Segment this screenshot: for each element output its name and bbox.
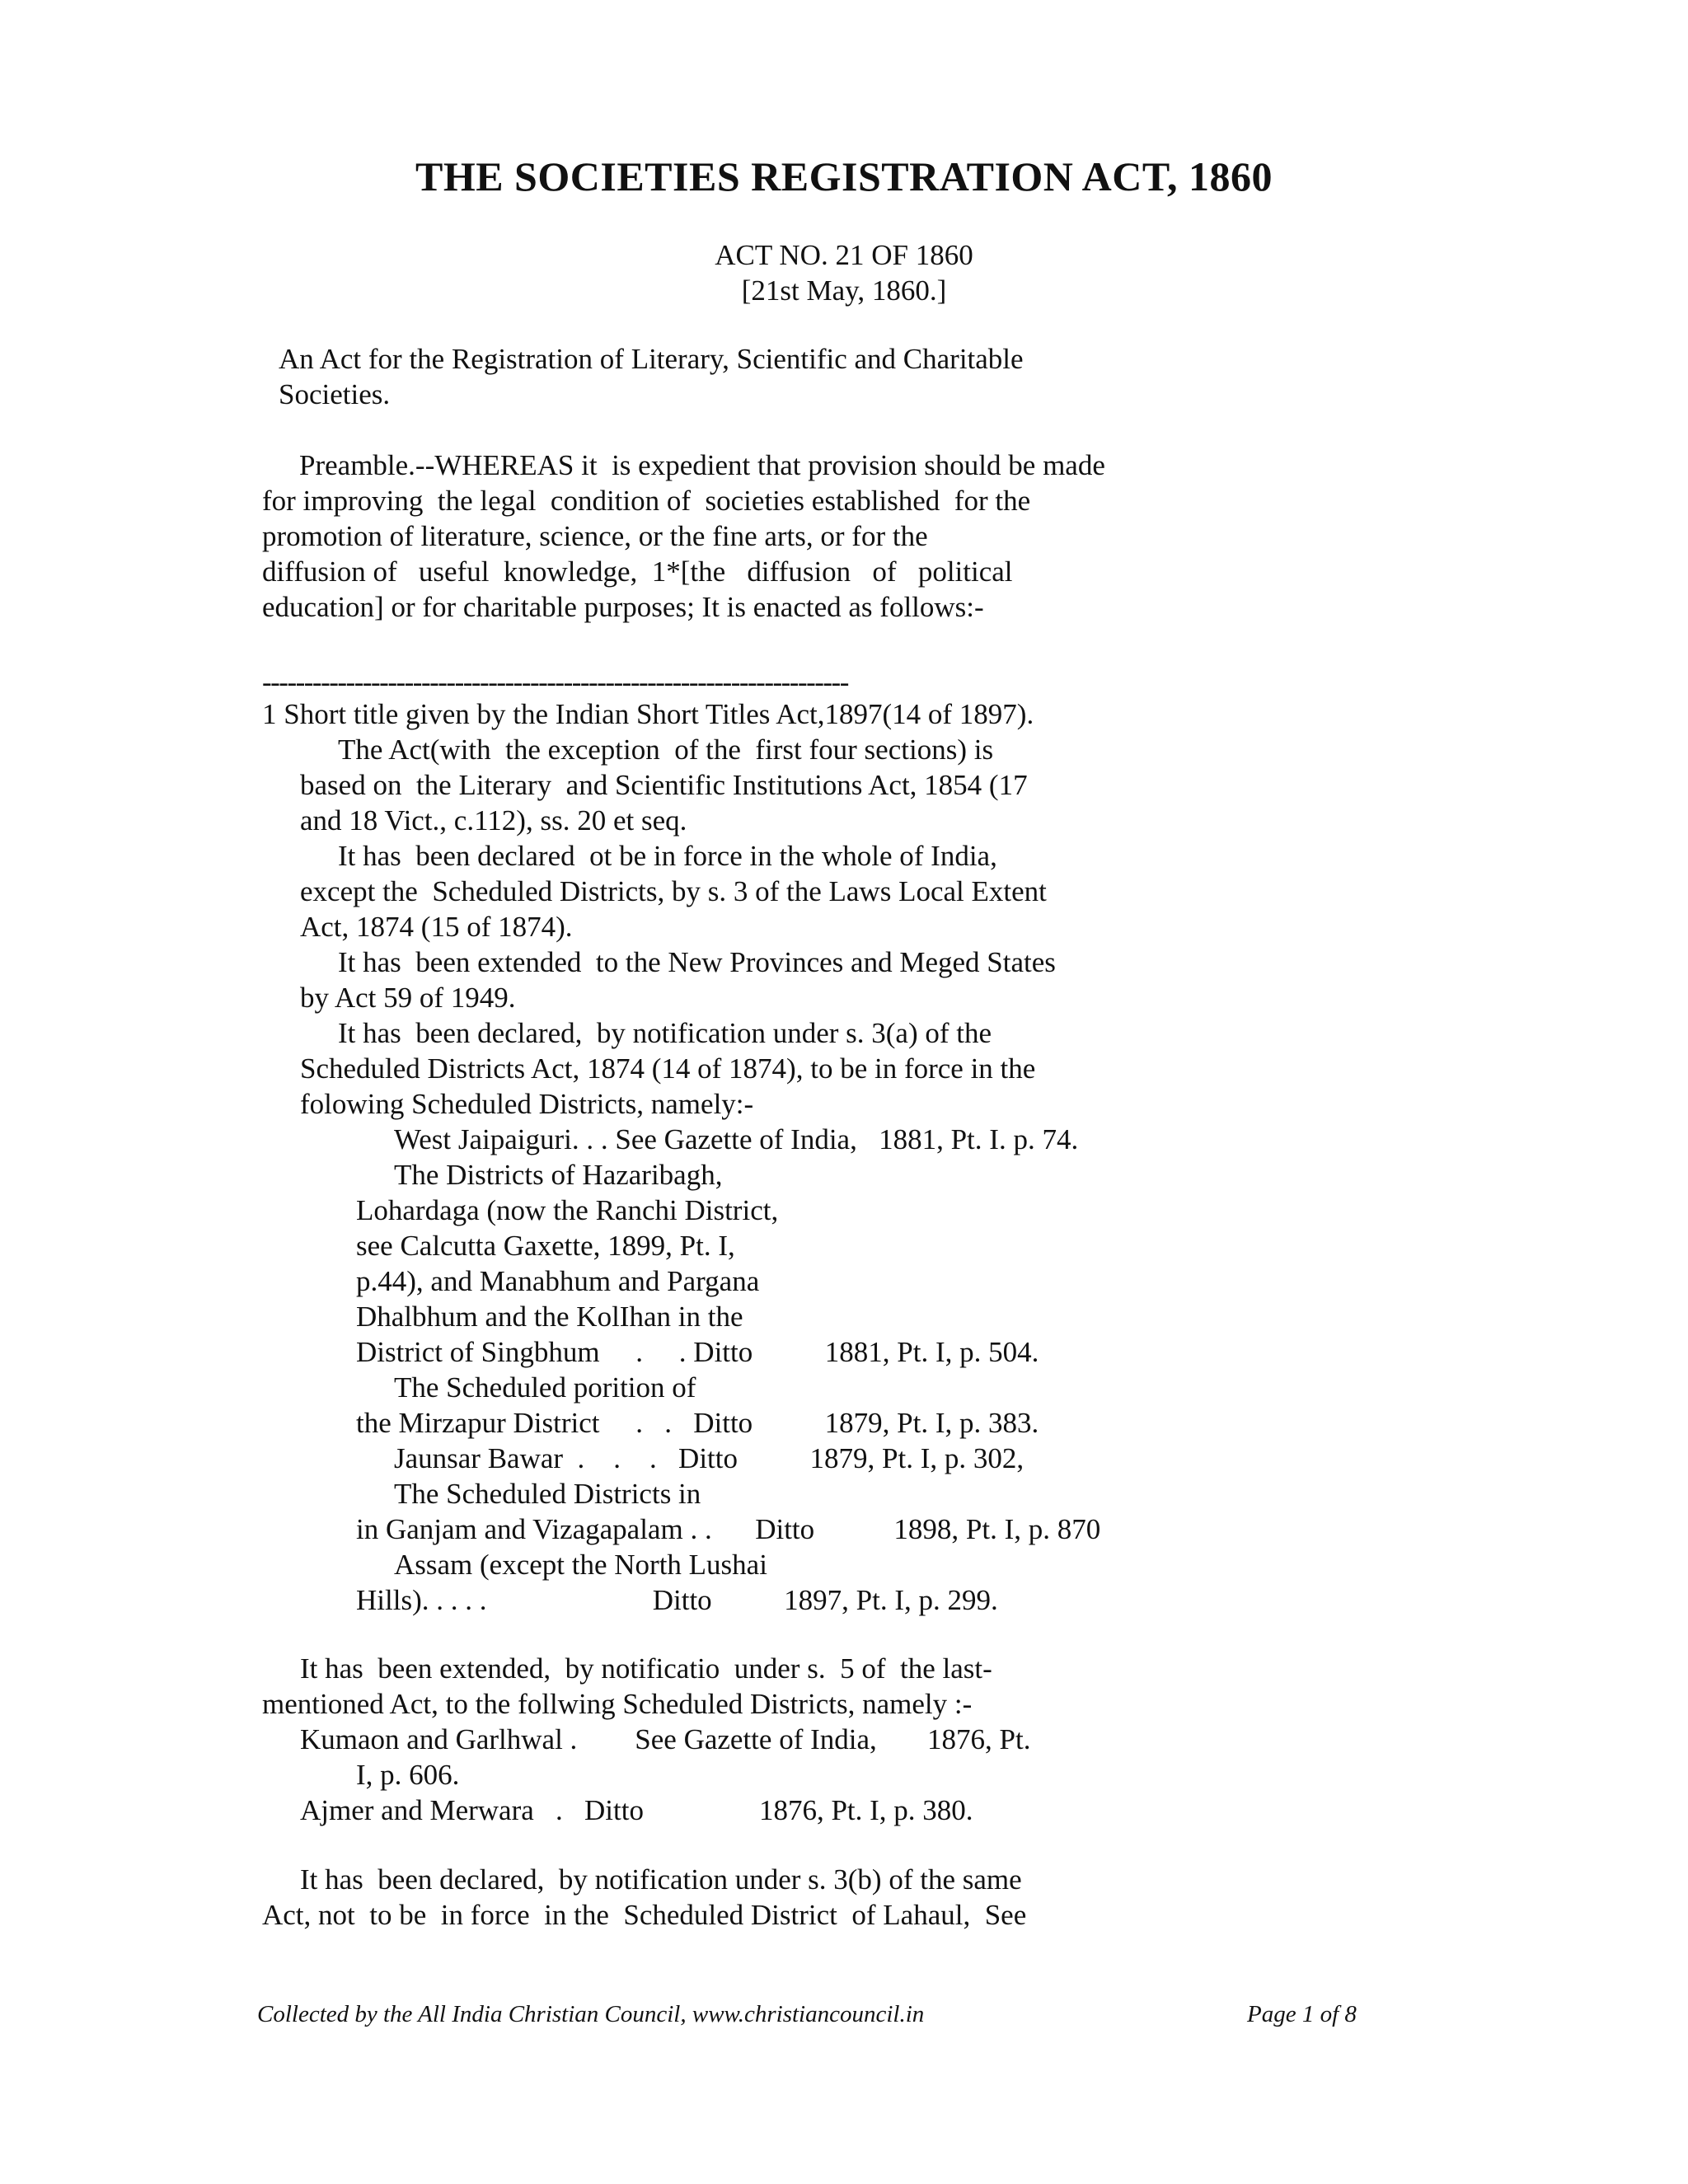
preamble-line: education] or for charitable purposes; It is enacted as follows:- [262,591,984,623]
schedule-line: Assam (except the North Lushai [394,1549,767,1581]
extended-line: It has been extended, by notificatio under s. 5 of the last- [300,1652,992,1685]
footnote-line: It has been declared ot be in force in the whole of India, [338,840,997,872]
schedule-line: the Mirzapur District . . Ditto 1879, Pt. I, p. 383. [356,1407,1039,1439]
extended-line: Kumaon and Garlhwal . See Gazette of India, 1876, Pt. [300,1723,1031,1755]
schedule-line: West Jaipaiguri. . . See Gazette of India, 1881, Pt. I. p. 74. [394,1123,1079,1155]
footnote-line: and 18 Vict., c.112), ss. 20 et seq. [300,804,687,837]
declared-line: It has been declared, by notification under s. 3(b) of the same [300,1863,1022,1896]
schedule-line: p.44), and Manabhum and Pargana [356,1265,760,1297]
schedule-line: Jaunsar Bawar . . . Ditto 1879, Pt. I, p. 302, [394,1442,1025,1474]
schedule-line: The Districts of Hazaribagh, [394,1159,723,1191]
preamble-line: promotion of literature, science, or the fine arts, or for the [262,520,928,552]
footnote-line: Scheduled Districts Act, 1874 (14 of 1874), to be in force in the [300,1052,1036,1085]
long-title-line: Societies. [279,378,391,410]
footnote-line: by Act 59 of 1949. [300,982,516,1014]
footnote-line: based on the Literary and Scientific Institutions Act, 1854 (17 [300,769,1028,801]
long-title-line: An Act for the Registration of Literary, Scientific and Charitable [279,343,1024,375]
footnote-line: except the Scheduled Districts, by s. 3 of the Laws Local Extent [300,875,1047,907]
schedule-line: in Ganjam and Vizagapalam . . Ditto 1898, Pt. I, p. 870 [356,1513,1101,1545]
preamble-line: diffusion of useful knowledge, 1*[the diffusion of political [262,555,1013,588]
footnote-line: 1 Short title given by the Indian Short Titles Act,1897(14 of 1897). [262,698,1034,730]
declared-line: Act, not to be in force in the Scheduled District of Lahaul, See [262,1899,1027,1931]
extended-line: I, p. 606. [356,1759,460,1791]
preamble-line: for improving the legal condition of societies established for the [262,485,1031,517]
schedule-line: Hills). . . . . Ditto 1897, Pt. I, p. 299. [356,1584,998,1616]
extended-line: Ajmer and Merwara . Ditto 1876, Pt. I, p. 380. [300,1794,973,1826]
footnote-line: It has been declared, by notification under s. 3(a) of the [338,1017,992,1049]
extended-line: mentioned Act, to the follwing Scheduled Districts, namely :- [262,1688,973,1720]
footnote-line: Act, 1874 (15 of 1874). [300,911,573,943]
schedule-line: Lohardaga (now the Ranchi District, [356,1194,779,1226]
page-number: Page 1 of 8 [1247,2001,1357,2027]
act-date: [21st May, 1860.] [741,274,947,307]
act-number: ACT NO. 21 OF 1860 [715,239,973,271]
preamble-line: Preamble.--WHEREAS it is expedient that provision should be made [299,449,1105,481]
footnote-line: It has been extended to the New Provinces and Meged States [338,946,1056,978]
footer-source: Collected by the All India Christian Council, www.christiancouncil.in [257,2001,925,2027]
schedule-line: The Scheduled porition of [394,1371,696,1404]
schedule-line: District of Singbhum . . Ditto 1881, Pt. I, p. 504. [356,1336,1039,1368]
document-title: THE SOCIETIES REGISTRATION ACT, 1860 [415,153,1273,199]
schedule-line: The Scheduled Districts in [394,1478,701,1510]
schedule-line: Dhalbhum and the KolIhan in the [356,1301,743,1333]
footnote-line: folowing Scheduled Districts, namely:- [300,1088,754,1120]
schedule-line: see Calcutta Gaxette, 1899, Pt. I, [356,1230,735,1262]
footnote-line: The Act(with the exception of the first four sections) is [338,733,994,766]
footnote-separator: ---------------------------------------------------------------------- [262,666,848,698]
